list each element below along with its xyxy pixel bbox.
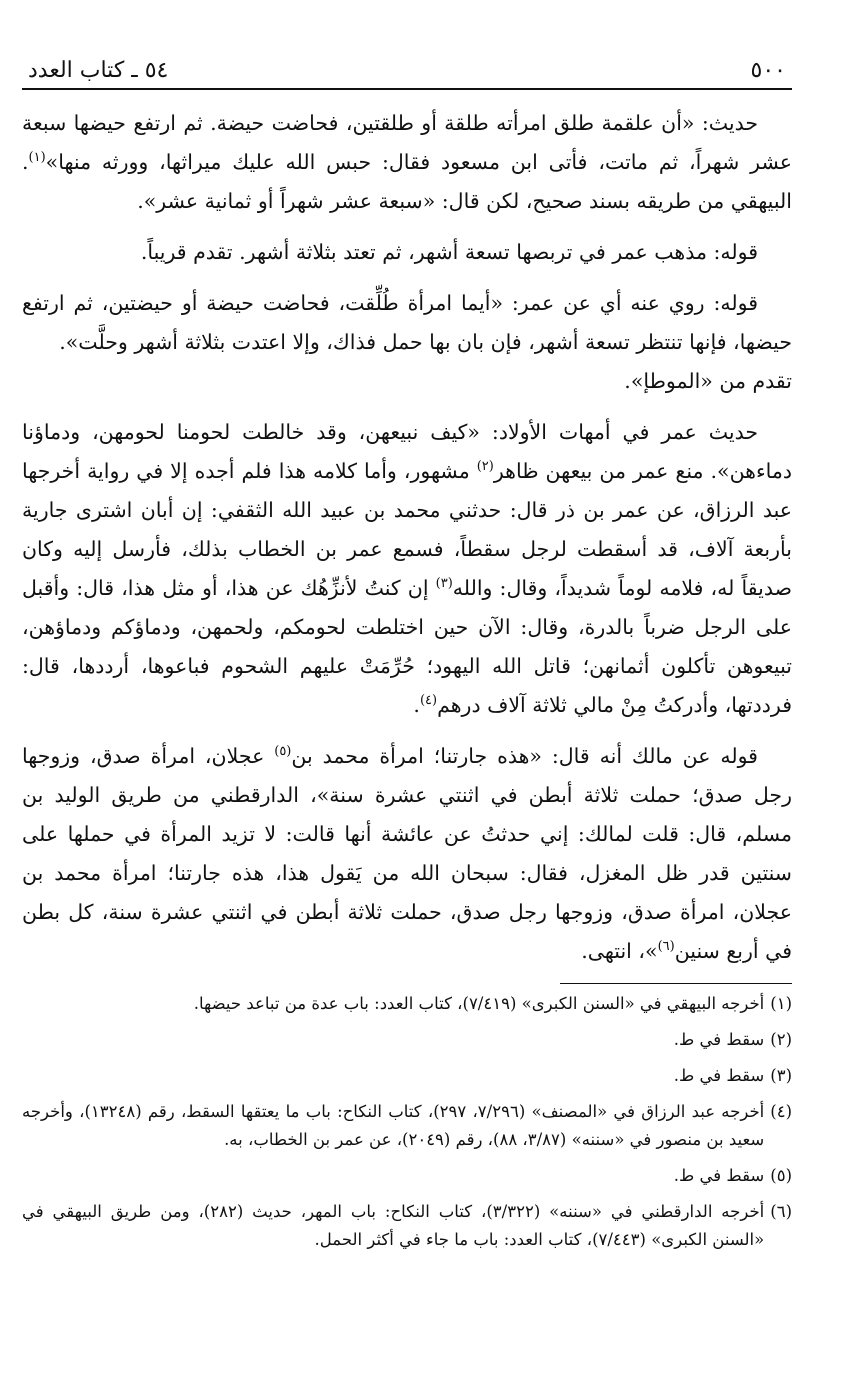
text-run: . [413,693,420,717]
text-run: عجلان، امرأة صدق، وزوجها رجل صدق؛ حملت ثلاثة أبطن في اثنتي عشرة سنة»، الدارقطني من طريق الوليد بن مسلم، قال: قلت لمالك: إني حدثتُ عن عائشة أنها قالت: لا تزيد المرأة في حملها على سنتين قدر ظل المغزل، فقال: سبحان الله من يَقول هذا، هذه جارتنا؛ امرأة محمد بن عجلان، امرأة صدق، وزوجها رجل صدق، حملت ثلاثة أبطن في اثنتي عشرة سنة، كل بطن في أربع سنين [22,744,792,963]
footnote-number: (٦) [770,1202,792,1221]
footnotes [22,990,792,1254]
chapter-title: ٥٤ ـ كتاب العدد [28,58,169,83]
text-run: تقدم من «الموطإ». [624,369,792,393]
paragraph [22,284,792,362]
text-run: »، انتهى. [581,939,658,963]
footnote-text: سقط في ط. [673,1030,765,1049]
footnote [22,1026,792,1054]
text-run: قوله: روي عنه أي عن عمر: «أيما امرأة طُلِّقت، فحاضت حيضة أو حيضتين، ثم ارتفع حيضها، فإنها تنتظر تسعة أشهر، فإن بان بها حمل فذاك، وإلا اعتدت بثلاثة أشهر وحلَّت». [22,291,792,354]
text-run: قوله عن مالك أنه قال: «هذه جارتنا؛ امرأة محمد بن [291,744,758,768]
footnote [22,1098,792,1154]
book-page [22,56,792,1262]
footnote-number: (٤) [770,1102,792,1121]
footnote-text: أخرجه الدارقطني في «سننه» (٣/٣٢٢)، كتاب النكاح: باب المهر، حديث (٢٨٢)، ومن طريق البيهقي في «السنن الكبرى» (٧/٤٤٣)، كتاب العدد: باب ما جاء في أكثر الحمل. [22,1202,765,1249]
footnote-marker: (١) [28,150,46,166]
running-header [22,56,792,90]
footnote [22,1162,792,1190]
footnote-text: سقط في ط. [673,1066,765,1085]
footnote-number: (٢) [770,1030,792,1049]
footnote-marker: (٢) [476,459,494,475]
text-run: إن كنتُ لأنزِّهُك عن هذا، أو مثل هذا، قال: وأقبل على الرجل ضرباً بالدرة، وقال: الآن حين اختلطت لحومكم، ولحمهن، ودماؤكم ودماؤهن، تبيعوهن تأكلون أثمانهن؛ قاتل الله اليهود؛ حُرِّمَتْ عليهم الشحوم فباعوها، أرددها، قال: فرددتها، وأدركتُ مِنْ مالي ثلاثة آلاف درهم [22,576,792,717]
footnote-marker: (٦) [657,939,675,955]
paragraph [22,104,792,221]
page-number: ٥٠٠ [750,58,786,83]
text-run: مشهور، وأما كلامه هذا فلم أجده إلا في رواية أخرجها عبد الرزاق، عن عمر بن ذر قال: حدثني محمد بن عبيد الله الثقفي: إن أبان اشترى جارية بأربعة آلاف، قد أسقطت لرجل سقطاً، فسمع عمر بن الخطاب بذلك، فأرسل إليه وكان صديقاً له، فلامه لوماً شديداً، وقال: والله [22,459,792,600]
footnote-marker: (٣) [435,576,453,592]
footnote-marker: (٥) [274,744,292,760]
footnote [22,1062,792,1090]
footnote-text: أخرجه البيهقي في «السنن الكبرى» (٧/٤١٩)، كتاب العدد: باب عدة من تباعد حيضها. [193,994,765,1013]
footnote [22,990,792,1018]
paragraph [22,233,792,272]
footnote-text: أخرجه عبد الرزاق في «المصنف» (٧/٢٩٦، ٢٩٧)، كتاب النكاح: باب ما يعتقها السقط، رقم (١٣٢٤٨)، وأخرجه سعيد بن منصور في «سننه» (٣/٨٧، ٨٨)، رقم (٢٠٤٩)، عن عمر بن الخطاب، به. [22,1102,765,1149]
footnote-text: سقط في ط. [673,1166,765,1185]
footnote-number: (٣) [770,1066,792,1085]
text-run: قوله: مذهب عمر في تربصها تسعة أشهر، ثم تعتد بثلاثة أشهر. تقدم قريباً. [140,240,758,264]
footnote-separator [560,983,792,984]
footnote [22,1198,792,1254]
paragraph [22,362,792,401]
main-text [22,104,792,971]
text-run: حديث: «أن علقمة طلق امرأته طلقة أو طلقتين، فحاضت حيضة. ثم ارتفع حيضها سبعة عشر شهراً، ثم ماتت، فأتى ابن مسعود فقال: حبس الله عليك ميراثها، وورثه منها» [22,111,792,174]
text-run: . البيهقي من طريقه بسند صحيح، لكن قال: «سبعة عشر شهراً أو ثمانية عشر». [22,150,792,213]
paragraph [22,737,792,971]
text-run: حديث عمر في أمهات الأولاد: «كيف نبيعهن، وقد خالطت لحومنا لحومهن، ودماؤنا دماءهن». منع عمر من بيعهن ظاهر [22,420,792,483]
footnote-number: (١) [770,994,792,1013]
footnote-marker: (٤) [419,693,438,709]
paragraph [22,413,792,725]
footnote-number: (٥) [770,1166,792,1185]
